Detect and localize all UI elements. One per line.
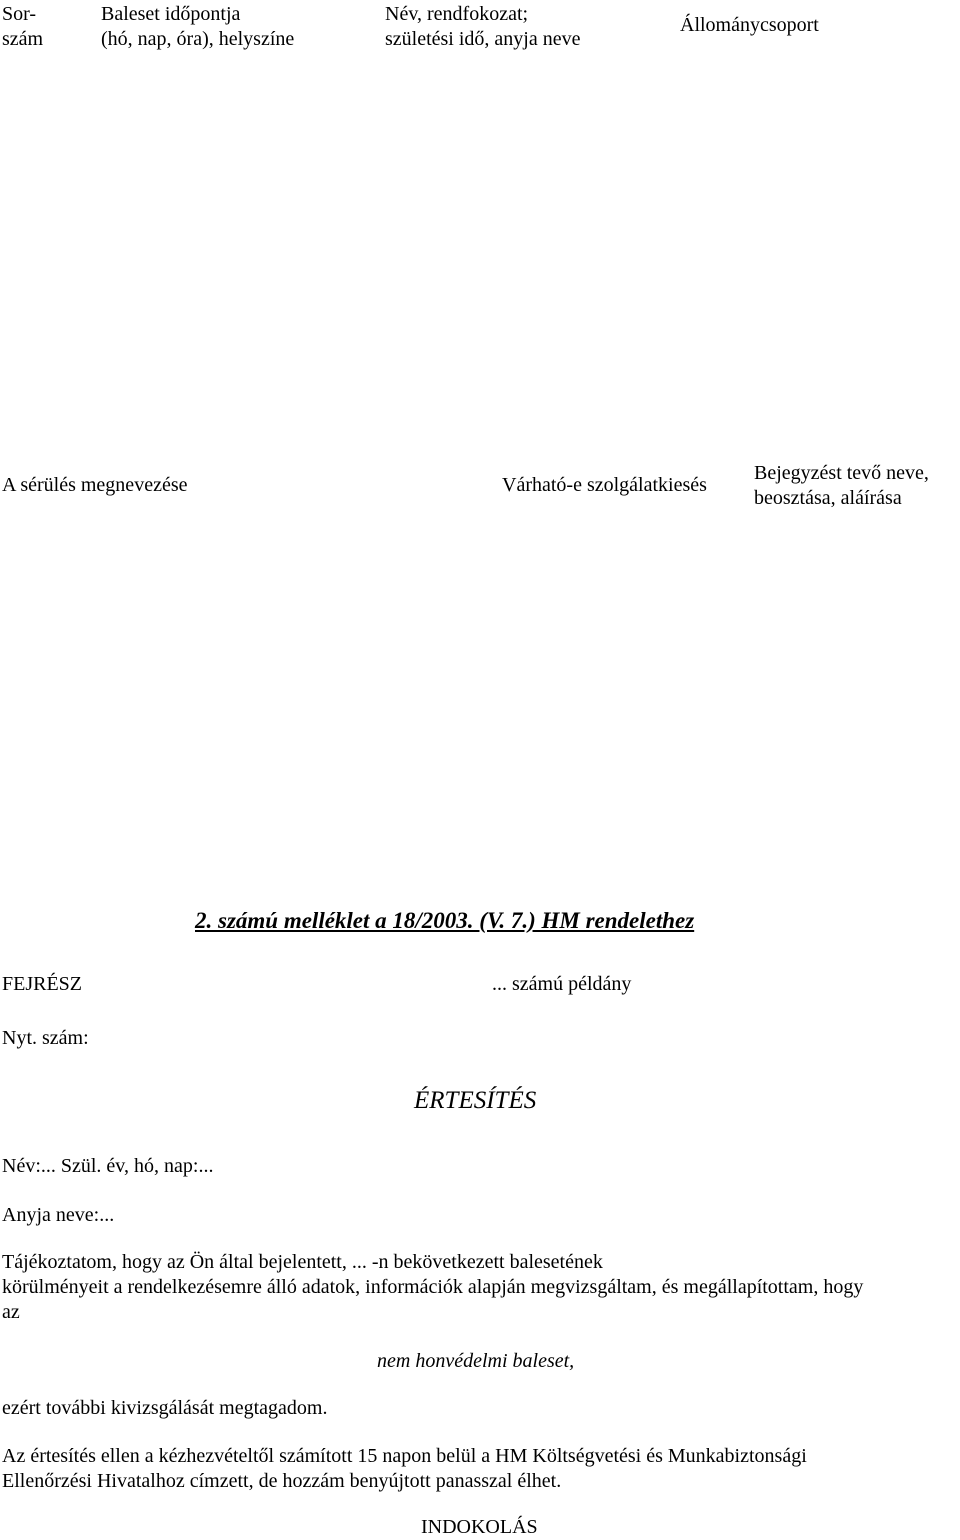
body-paragraph-line-3: az: [2, 1301, 20, 1323]
col-header-baleset-line-2: (hó, nap, óra), helyszíne: [101, 28, 295, 50]
col-header-sorszam: [2, 2, 43, 52]
col-header-bejegyzes-line-1: Bejegyzést tevő neve,: [754, 462, 929, 484]
col-header-baleset: [101, 2, 294, 52]
reasoning-heading: INDOKOLÁS: [421, 1516, 538, 1538]
document-title: ÉRTESÍTÉS: [414, 1087, 537, 1114]
body-paragraph-line-2: körülményeit a rendelkezésemre álló adatok, információk alapján megvizsgáltam, és megállapítottam, hogy: [2, 1276, 864, 1298]
col-header-sorszam-line-1: Sor-: [2, 3, 37, 25]
col-header-baleset-line-1: Baleset időpontja: [101, 3, 241, 25]
body-paragraph-line-1: Tájékoztatom, hogy az Ön által bejelentett, ... -n bekövetkezett balesetének: [2, 1251, 603, 1273]
body-paragraph: [2, 1250, 863, 1325]
annex-title: 2. számú melléklet a 18/2003. (V. 7.) HM rendelethez: [195, 908, 695, 933]
finding-statement: nem honvédelmi baleset,: [377, 1350, 575, 1372]
appeal-notice-line-1: Az értesítés ellen a kézhezvételtől számított 15 napon belül a HM Költségvetési és Munkabiztonsági: [2, 1445, 807, 1467]
col-header-bejegyzes-line-2: beosztása, aláírása: [754, 487, 902, 509]
appeal-notice-line-2: Ellenőrzési Hivatalhoz címzett, de hozzám benyújtott panasszal élhet.: [2, 1470, 562, 1492]
col-header-serules: A sérülés megnevezése: [2, 474, 188, 496]
col-header-nev-line-2: születési idő, anyja neve: [385, 28, 581, 50]
nyt-number-label: Nyt. szám:: [2, 1027, 89, 1049]
col-header-nev-line-1: Név, rendfokozat;: [385, 3, 529, 25]
header-left-label: FEJRÉSZ: [2, 973, 83, 995]
copy-number: ... számú példány: [492, 973, 632, 995]
col-header-allomanycsoport: Állománycsoport: [680, 14, 819, 36]
col-header-sorszam-line-2: szám: [2, 28, 44, 50]
mother-name-line: Anyja neve:...: [2, 1204, 115, 1226]
appeal-notice: [2, 1444, 807, 1494]
name-birth-line: Név:... Szül. év, hó, nap:...: [2, 1155, 214, 1177]
col-header-nev: [385, 2, 581, 52]
col-header-bejegyzes: [754, 461, 929, 511]
col-header-varhato: Várható-e szolgálatkiesés: [502, 474, 707, 496]
refusal-statement: ezért további kivizsgálását megtagadom.: [2, 1397, 328, 1419]
